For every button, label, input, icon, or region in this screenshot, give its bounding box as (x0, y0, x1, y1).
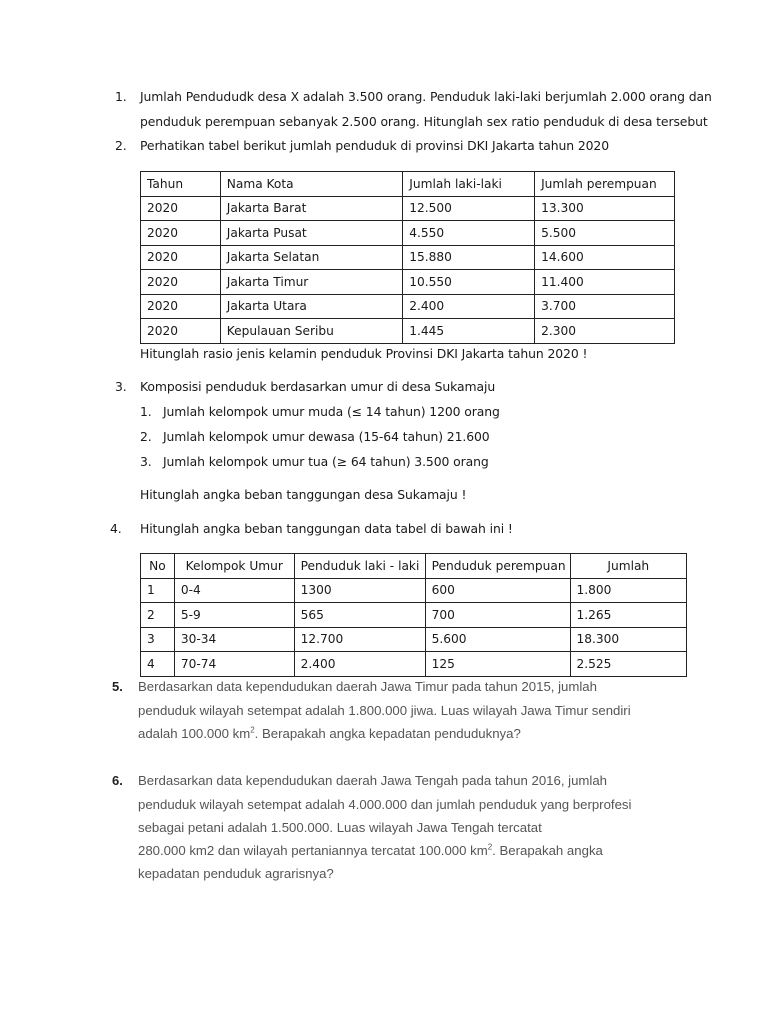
q6-text-line4: 280.000 km2 dan wilayah pertaniannya tercatat 100.000 $km^2$. Berapakah angka (138, 842, 603, 858)
q3-intro: Komposisi penduduk berdasarkan umur di desa Sukamaju (140, 379, 496, 394)
table-header-cell: No (141, 554, 175, 579)
table-header-cell: Jumlah (570, 554, 686, 579)
jakarta-population-table (140, 171, 675, 344)
q3-item-text: Jumlah kelompok umur dewasa (15-64 tahun) 21.600 (163, 429, 490, 444)
table-cell: Jakarta Pusat (220, 221, 403, 246)
q2-intro: Perhatikan tabel berikut jumlah penduduk di provinsi DKI Jakarta tahun 2020 (140, 138, 609, 153)
table-cell: 2020 (141, 270, 221, 295)
table-cell: 4 (141, 652, 175, 677)
table-cell: Jakarta Utara (220, 294, 403, 319)
q3-item-number: 3. (140, 454, 152, 469)
q2-number: 2. (115, 138, 127, 153)
q3-item-text: Jumlah kelompok umur tua (≥ 64 tahun) 3.500 orang (163, 454, 489, 469)
table-header-cell: Tahun (141, 172, 221, 197)
table-row (141, 221, 675, 246)
q1-number: 1. (115, 89, 127, 104)
table-header-row (141, 172, 675, 197)
table-row (141, 603, 687, 628)
table-cell: 1 (141, 578, 175, 603)
q1-text-line1: Jumlah Pendududk desa X adalah 3.500 orang. Penduduk laki-laki berjumlah 2.000 orang dan (140, 89, 712, 104)
table-cell: 2 (141, 603, 175, 628)
table-cell: 3.700 (535, 294, 675, 319)
table-cell: 2.525 (570, 652, 686, 677)
table-cell: 2020 (141, 319, 221, 344)
table-cell: Jakarta Selatan (220, 245, 403, 270)
table-cell: 3 (141, 627, 175, 652)
q6-number: 6. (112, 773, 123, 788)
table-header-row (141, 554, 687, 579)
table-cell: 4.550 (403, 221, 535, 246)
q4-intro: Hitunglah angka beban tanggungan data tabel di bawah ini ! (140, 521, 513, 536)
table-header-cell: Nama Kota (220, 172, 403, 197)
table-cell: 2020 (141, 221, 221, 246)
q3-item-number: 1. (140, 404, 152, 419)
age-group-table (140, 553, 687, 677)
table-header-cell: Jumlah perempuan (535, 172, 675, 197)
table-cell: 14.600 (535, 245, 675, 270)
q3-question: Hitunglah angka beban tanggungan desa Sukamaju ! (140, 487, 467, 502)
table-cell: 5.500 (535, 221, 675, 246)
table-cell: 2020 (141, 196, 221, 221)
table-cell: 10.550 (403, 270, 535, 295)
table-cell: 70-74 (174, 652, 294, 677)
table-cell: Jakarta Barat (220, 196, 403, 221)
q3-item-number: 2. (140, 429, 152, 444)
table-cell: 12.500 (403, 196, 535, 221)
table-row (141, 652, 687, 677)
table-header-cell: Penduduk perempuan (425, 554, 570, 579)
table-cell: 600 (425, 578, 570, 603)
table-cell: 13.300 (535, 196, 675, 221)
q4-number: 4. (110, 521, 122, 536)
table-cell: 15.880 (403, 245, 535, 270)
q3-item-text: Jumlah kelompok umur muda (≤ 14 tahun) 1200 orang (163, 404, 500, 419)
q1-text-line2: penduduk perempuan sebanyak 2.500 orang. Hitunglah sex ratio penduduk di desa tersebut (140, 114, 708, 129)
q2-question: Hitunglah rasio jenis kelamin penduduk Provinsi DKI Jakarta tahun 2020 ! (140, 346, 588, 361)
table-header-cell: Jumlah laki-laki (403, 172, 535, 197)
table-cell: 1.265 (570, 603, 686, 628)
table-cell: 1.800 (570, 578, 686, 603)
table-cell: 700 (425, 603, 570, 628)
q5-text-line3: adalah 100.000 $km^2$. Berapakah angka kepadatan penduduknya? (138, 725, 521, 741)
table-row (141, 294, 675, 319)
table-row (141, 270, 675, 295)
q5-text-line2: penduduk wilayah setempat adalah 1.800.000 jiwa. Luas wilayah Jawa Timur sendiri (138, 703, 631, 718)
table-cell: 2.400 (403, 294, 535, 319)
table-row (141, 578, 687, 603)
table-cell: Jakarta Timur (220, 270, 403, 295)
q5-number: 5. (112, 679, 123, 694)
table-cell: 30-34 (174, 627, 294, 652)
table-cell: 1.445 (403, 319, 535, 344)
table-header-cell: Penduduk laki - laki (294, 554, 425, 579)
q6-text-line3: sebagai petani adalah 1.500.000. Luas wilayah Jawa Tengah tercatat (138, 820, 542, 835)
table-cell: 5.600 (425, 627, 570, 652)
table-row (141, 245, 675, 270)
table-row (141, 627, 687, 652)
table-row (141, 196, 675, 221)
q3-number: 3. (115, 379, 127, 394)
table-cell: 565 (294, 603, 425, 628)
table-cell: 18.300 (570, 627, 686, 652)
table-cell: 5-9 (174, 603, 294, 628)
q6-text-line5: kepadatan penduduk agrarisnya? (138, 866, 334, 881)
q5-text-line1: Berdasarkan data kependudukan daerah Jawa Timur pada tahun 2015, jumlah (138, 679, 597, 694)
table-cell: 0-4 (174, 578, 294, 603)
table-cell: 2020 (141, 294, 221, 319)
q6-text-line2: penduduk wilayah setempat adalah 4.000.000 dan jumlah penduduk yang berprofesi (138, 797, 632, 812)
table-cell: 12.700 (294, 627, 425, 652)
table-cell: 1300 (294, 578, 425, 603)
q6-text-line1: Berdasarkan data kependudukan daerah Jawa Tengah pada tahun 2016, jumlah (138, 773, 608, 788)
table-cell: 125 (425, 652, 570, 677)
table-cell: 2.300 (535, 319, 675, 344)
table-header-cell: Kelompok Umur (174, 554, 294, 579)
table-cell: 11.400 (535, 270, 675, 295)
table-cell: 2020 (141, 245, 221, 270)
table-cell: 2.400 (294, 652, 425, 677)
table-cell: Kepulauan Seribu (220, 319, 403, 344)
table-row (141, 319, 675, 344)
